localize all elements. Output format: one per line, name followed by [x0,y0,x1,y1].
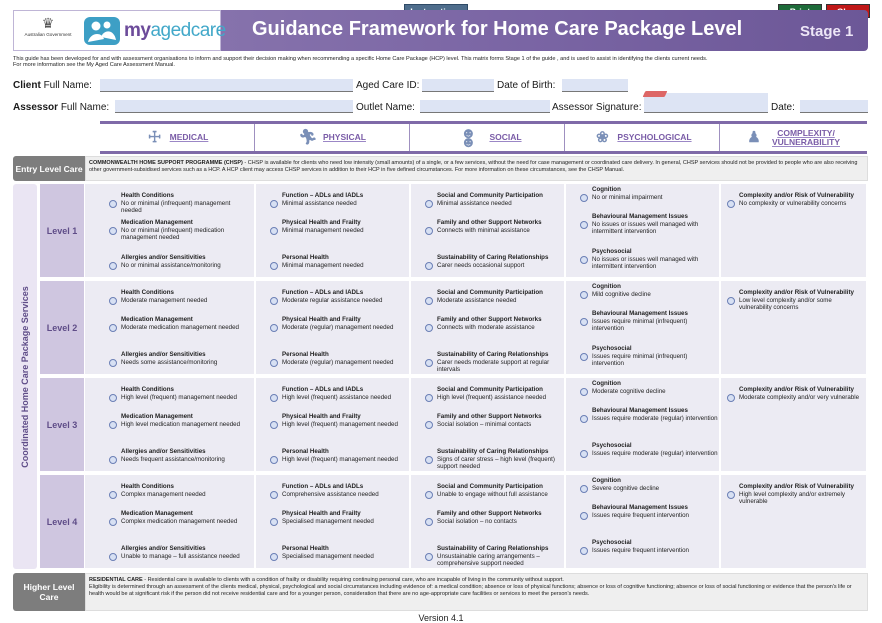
criteria-text: Unable to engage without full assistance [437,490,548,498]
criteria-cell [566,281,721,374]
level-row [40,475,868,568]
criteria-heading: Social and Community Participation [437,192,543,199]
criteria-text: No or minimal assistance/monitoring [121,261,221,269]
criteria-heading: Allergies and/or Sensitivities [121,448,206,455]
level-row [40,378,868,471]
criteria-text: Connects with minimal assistance [437,226,530,234]
criteria-cell [566,475,721,568]
criteria-item [270,351,408,366]
criteria-cell [566,378,721,471]
criteria-radio-icon[interactable] [580,318,588,326]
criteria-cell [721,184,868,277]
criteria-item [580,477,718,492]
criteria-text: Moderate regular assistance needed [282,296,383,304]
criteria-cell [85,475,256,568]
criteria-item [425,192,563,207]
criteria-radio-icon[interactable] [270,518,278,526]
criteria-heading: Family and other Support Networks [437,413,542,420]
criteria-text: High level (frequent) assistance needed [282,393,392,401]
criteria-text: No complexity or vulnerability concerns [739,199,847,207]
column-social: ☻☻ SOCIAL [411,124,565,151]
outlet-name-field[interactable] [420,100,550,113]
criteria-heading: Complexity and/or Risk of Vulnerability [739,483,854,490]
level-row [40,184,868,277]
criteria-text: Issues require minimal (infrequent) intervention [592,352,688,368]
criteria-item [425,351,563,374]
level-name: Level 2 [40,281,84,374]
criteria-heading: Family and other Support Networks [437,316,542,323]
myagedcare-wordmark: myagedcare [124,20,226,41]
criteria-item [425,254,563,269]
criteria-radio-icon[interactable] [580,388,588,396]
criteria-radio-icon[interactable] [425,297,433,305]
criteria-text: Unable to manage – full assistance needed [121,552,240,560]
criteria-text: High level (frequent) management needed [282,455,398,463]
criteria-text: Specialised management needed [282,517,374,525]
criteria-cell [256,378,411,471]
criteria-item [270,192,408,207]
criteria-radio-icon[interactable] [270,394,278,402]
criteria-heading: Cognition [592,380,621,387]
criteria-item [270,448,408,463]
criteria-heading: Behavioural Management Issues [592,504,688,511]
criteria-cell [411,378,566,471]
criteria-radio-icon[interactable] [270,200,278,208]
criteria-radio-icon[interactable] [580,485,588,493]
criteria-heading: Psychosocial [592,539,632,546]
criteria-heading: Psychosocial [592,442,632,449]
criteria-radio-icon[interactable] [109,200,117,208]
criteria-text: No issues or issues well managed with intermittent intervention [592,220,699,236]
criteria-heading: Personal Health [282,254,329,261]
criteria-radio-icon[interactable] [425,518,433,526]
criteria-radio-icon[interactable] [580,194,588,202]
criteria-heading: Medication Management [121,316,193,323]
criteria-text: High level complexity and/or extremely vulnerable [739,490,845,506]
criteria-heading: Function – ADLs and IADLs [282,289,364,296]
level-name: Level 4 [40,475,84,568]
criteria-radio-icon[interactable] [109,456,117,464]
criteria-item [270,413,408,428]
criteria-radio-icon[interactable] [727,200,735,208]
criteria-item [270,289,408,304]
criteria-heading: Behavioural Management Issues [592,310,688,317]
criteria-heading: Physical Health and Frailty [282,219,361,226]
criteria-radio-icon[interactable] [425,262,433,270]
criteria-item [109,351,249,366]
criteria-text: Needs some assistance/monitoring [121,358,218,366]
criteria-item [425,316,563,331]
entry-level-tab: Entry Level Care [13,156,85,181]
column-psychological: ❀ PSYCHOLOGICAL [566,124,720,151]
aged-care-id-label: Aged Care ID: [356,80,420,91]
criteria-item [109,316,249,331]
criteria-radio-icon[interactable] [109,324,117,332]
criteria-heading: Function – ADLs and IADLs [282,192,364,199]
criteria-text: Specialised management needed [282,552,374,560]
criteria-radio-icon[interactable] [727,394,735,402]
level-name: Level 1 [40,184,84,277]
criteria-radio-icon[interactable] [109,553,117,561]
criteria-radio-icon[interactable] [270,227,278,235]
criteria-item [425,289,563,304]
criteria-item [425,386,563,401]
client-full-name-field[interactable] [100,79,353,92]
criteria-text: Social isolation – no contacts [437,517,517,525]
criteria-heading: Medication Management [121,413,193,420]
criteria-heading: Sustainability of Caring Relationships [437,254,549,261]
criteria-heading: Sustainability of Caring Relationships [437,545,549,552]
criteria-heading: Personal Health [282,448,329,455]
criteria-text: No issues or issues well managed with intermittent intervention [592,255,699,271]
criteria-heading: Cognition [592,477,621,484]
criteria-radio-icon[interactable] [109,394,117,402]
criteria-radio-icon[interactable] [425,324,433,332]
criteria-text: Issues require moderate (regular) intervention [592,449,718,457]
signature-tab-icon [643,91,668,97]
criteria-text: No or minimal (infrequent) medication management needed [121,226,225,242]
criteria-item [109,289,249,304]
criteria-radio-icon[interactable] [270,456,278,464]
date-label: Date: [771,102,795,113]
criteria-radio-icon[interactable] [580,512,588,520]
criteria-item [580,310,718,333]
criteria-heading: Personal Health [282,545,329,552]
criteria-cell [411,475,566,568]
criteria-radio-icon[interactable] [580,415,588,423]
criteria-text: Mild cognitive decline [592,290,651,298]
brain-icon: ❀ [596,129,609,146]
criteria-item [109,254,249,269]
criteria-radio-icon[interactable] [109,359,117,367]
criteria-radio-icon[interactable] [270,324,278,332]
criteria-item [109,483,249,498]
criteria-heading: Health Conditions [121,483,174,490]
criteria-item [727,386,865,401]
criteria-item [580,213,718,236]
residential-description: RESIDENTIAL CARE - Residential care is available to clients with a condition of frailty or disability requiring continuing personal care, who are incapable of living in the community without support. Eligibility is determined through an assessment of the clients medical, physical, psychological and social circumstances including evidence of: a medical condition; absence or loss of physical functions; absence or loss of cognitive functioning; absence or loss of social functioning or evidence that the person's life or health would be at significant risk if the person did not receive residential care and for a younger person, consideration that there are no age-appropriate care facilities or services to meet the person's needs. [85,573,868,611]
criteria-item [580,504,718,519]
criteria-item [425,413,563,428]
criteria-heading: Psychosocial [592,345,632,352]
criteria-item [109,510,249,525]
dob-field[interactable] [562,79,628,92]
criteria-text: Minimal assistance needed [282,199,357,207]
stage-label: Stage 1 [800,23,854,40]
criteria-heading: Medication Management [121,219,193,226]
criteria-item [425,510,563,525]
criteria-radio-icon[interactable] [109,518,117,526]
criteria-heading: Health Conditions [121,192,174,199]
criteria-cell [85,281,256,374]
criteria-heading: Allergies and/or Sensitivities [121,351,206,358]
criteria-cell [566,184,721,277]
criteria-item [270,483,408,498]
client-label: Client Full Name: [13,80,92,91]
assessor-label: Assessor Full Name: [13,102,110,113]
myagedcare-logo-icon [84,15,120,47]
header-divider-bottom [100,151,867,154]
criteria-text: Issues require frequent intervention [592,511,689,519]
page-title: Guidance Framework for Home Care Package Level [252,18,743,40]
criteria-heading: Complexity and/or Risk of Vulnerability [739,386,854,393]
criteria-text: Minimal assistance needed [437,199,512,207]
column-medical: ☩ MEDICAL [100,124,255,151]
criteria-radio-icon[interactable] [109,262,117,270]
criteria-heading: Family and other Support Networks [437,219,542,226]
criteria-heading: Cognition [592,283,621,290]
criteria-text: No or minimal (infrequent) management needed [121,199,231,215]
criteria-cell [256,475,411,568]
criteria-item [109,448,249,463]
criteria-item [270,254,408,269]
criteria-item [727,483,865,506]
criteria-heading: Allergies and/or Sensitivities [121,254,206,261]
criteria-text: Severe cognitive decline [592,484,660,492]
criteria-radio-icon[interactable] [580,256,588,264]
criteria-heading: Function – ADLs and IADLs [282,483,364,490]
criteria-item [425,448,563,471]
criteria-radio-icon[interactable] [580,450,588,458]
criteria-radio-icon[interactable] [425,359,433,367]
column-physical: 🏃︎ PHYSICAL [256,124,410,151]
criteria-item [270,316,408,331]
criteria-item [270,545,408,560]
criteria-text: Moderate (regular) management needed [282,358,394,366]
person-caution-icon: ♟ [747,129,761,146]
criteria-heading: Social and Community Participation [437,386,543,393]
criteria-heading: Social and Community Participation [437,289,543,296]
criteria-item [580,539,718,554]
group-people-icon: ☻☻ [460,124,477,151]
criteria-item [727,289,865,312]
criteria-text: Low level complexity and/or some vulnerability concerns [739,296,832,312]
criteria-text: Comprehensive assistance needed [282,490,379,498]
criteria-radio-icon[interactable] [270,553,278,561]
criteria-item [109,413,249,428]
criteria-radio-icon[interactable] [425,491,433,499]
criteria-radio-icon[interactable] [727,297,735,305]
criteria-cell [721,378,868,471]
criteria-radio-icon[interactable] [109,297,117,305]
level-row [40,281,868,374]
medical-kit-icon: ☩ [147,129,162,146]
criteria-item [580,407,718,422]
criteria-text: Moderate assistance needed [437,296,517,304]
criteria-item [727,192,865,207]
criteria-item [580,248,718,271]
criteria-item [270,219,408,234]
criteria-item [580,442,718,457]
criteria-radio-icon[interactable] [270,491,278,499]
criteria-heading: Personal Health [282,351,329,358]
level-name: Level 3 [40,378,84,471]
criteria-text: Minimal management needed [282,261,364,269]
criteria-heading: Sustainability of Caring Relationships [437,351,549,358]
criteria-heading: Medication Management [121,510,193,517]
criteria-text: High level (frequent) management needed [282,420,398,428]
criteria-radio-icon[interactable] [425,421,433,429]
criteria-text: Signs of carer stress – high level (frequent) support needed [437,455,555,471]
criteria-text: No or minimal impairment [592,193,663,201]
entry-level-description: COMMONWEALTH HOME SUPPORT PROGRAMME (CHSP) - CHSP is available for clients who need low intensity (small amounts) of a single, or a few services, without the need for case management or coordinated care delivery. In general, CHSP services should not be provided to people who are also receiving other government-subsidised services such as a HCP. A HCP client may access CHSP services in addition to their HCP in five defined circumstances. For more information on these circumstances, see the CHSP Manual. [85,156,868,181]
criteria-heading: Social and Community Participation [437,483,543,490]
criteria-heading: Health Conditions [121,289,174,296]
criteria-heading: Complexity and/or Risk of Vulnerability [739,192,854,199]
dob-label: Date of Birth: [497,80,556,91]
logo-area [13,10,226,51]
criteria-radio-icon[interactable] [425,394,433,402]
criteria-item [109,192,249,215]
criteria-radio-icon[interactable] [727,491,735,499]
criteria-radio-icon[interactable] [425,456,433,464]
higher-level-tab: Higher Level Care [13,573,85,611]
criteria-item [109,545,249,560]
criteria-radio-icon[interactable] [425,200,433,208]
criteria-item [580,186,718,201]
criteria-heading: Sustainability of Caring Relationships [437,448,549,455]
criteria-text: Moderate cognitive decline [592,387,666,395]
criteria-text: Unsustainable caring arrangements – comprehensive support needed [437,552,540,568]
criteria-item [425,483,563,498]
sidebar-label: Coordinated Home Care Package Services [20,285,31,468]
criteria-item [580,380,718,395]
criteria-heading: Physical Health and Frailty [282,510,361,517]
aged-care-id-field[interactable] [422,79,494,92]
assessor-signature-label: Assessor Signature: [552,102,642,113]
assessor-full-name-field[interactable] [115,100,353,113]
criteria-cell [411,184,566,277]
criteria-text: Needs frequent assistance/monitoring [121,455,225,463]
criteria-heading: Psychosocial [592,248,632,255]
criteria-heading: Family and other Support Networks [437,510,542,517]
criteria-item [580,345,718,368]
criteria-item [270,386,408,401]
government-crest-logo: ♛ Australian Government [20,14,76,48]
criteria-radio-icon[interactable] [270,262,278,270]
criteria-cell [721,475,868,568]
criteria-text: High level (frequent) assistance needed [437,393,547,401]
criteria-text: Moderate management needed [121,296,208,304]
criteria-text: Complex management needed [121,490,206,498]
running-person-icon: 🏃︎ [298,129,318,146]
gov-text: Australian Government [24,32,72,37]
criteria-radio-icon[interactable] [425,553,433,561]
criteria-radio-icon[interactable] [580,291,588,299]
column-complexity: ♟ COMPLEXITY/ VULNERABILITY [721,124,867,151]
criteria-text: Issues require minimal (infrequent) intervention [592,317,688,333]
criteria-item [109,219,249,242]
criteria-cell [721,281,868,374]
criteria-cell [411,281,566,374]
criteria-text: Minimal management needed [282,226,364,234]
criteria-text: Moderate (regular) management needed [282,323,394,331]
criteria-heading: Physical Health and Frailty [282,316,361,323]
criteria-text: Carer needs moderate support at regular intervals [437,358,550,374]
criteria-text: Social isolation – minimal contacts [437,420,532,428]
criteria-cell [85,378,256,471]
criteria-text: Issues require frequent intervention [592,546,689,554]
criteria-radio-icon[interactable] [270,297,278,305]
criteria-heading: Health Conditions [121,386,174,393]
criteria-heading: Cognition [592,186,621,193]
criteria-radio-icon[interactable] [109,491,117,499]
criteria-cell [256,184,411,277]
criteria-text: Moderate complexity and/or very vulnerable [739,393,860,401]
date-field[interactable] [800,100,868,113]
criteria-item [270,510,408,525]
criteria-radio-icon[interactable] [580,547,588,555]
criteria-text: Carer needs occasional support [437,261,525,269]
criteria-heading: Complexity and/or Risk of Vulnerability [739,289,854,296]
criteria-radio-icon[interactable] [425,227,433,235]
criteria-item [425,219,563,234]
criteria-text: Complex medication management needed [121,517,238,525]
criteria-item [425,545,563,568]
criteria-heading: Function – ADLs and IADLs [282,386,364,393]
criteria-cell [85,184,256,277]
criteria-text: High level (frequent) management needed [121,393,237,401]
criteria-radio-icon[interactable] [580,353,588,361]
criteria-text: High level medication management needed [121,420,241,428]
criteria-radio-icon[interactable] [109,421,117,429]
outlet-name-label: Outlet Name: [356,102,415,113]
intro-text: This guide has been developed for and with assessment organisations to inform and support their decision making when recommending a specific Home Care Package (HCP) level. This matrix forms Stage 1 of the guide , and is used to assist in identifying the clients current needs. For more information see the My Aged Care Assessment Manual. [13,56,708,69]
criteria-text: Connects with moderate assistance [437,323,535,331]
criteria-heading: Behavioural Management Issues [592,213,688,220]
criteria-heading: Physical Health and Frailty [282,413,361,420]
criteria-heading: Allergies and/or Sensitivities [121,545,206,552]
criteria-text: Moderate medication management needed [121,323,239,331]
criteria-item [109,386,249,401]
criteria-radio-icon[interactable] [109,227,117,235]
criteria-radio-icon[interactable] [270,359,278,367]
criteria-radio-icon[interactable] [580,221,588,229]
criteria-item [580,283,718,298]
criteria-radio-icon[interactable] [270,421,278,429]
criteria-cell [256,281,411,374]
version-label: Version 4.1 [418,613,464,623]
criteria-heading: Behavioural Management Issues [592,407,688,414]
criteria-text: Issues require moderate (regular) intervention [592,414,718,422]
